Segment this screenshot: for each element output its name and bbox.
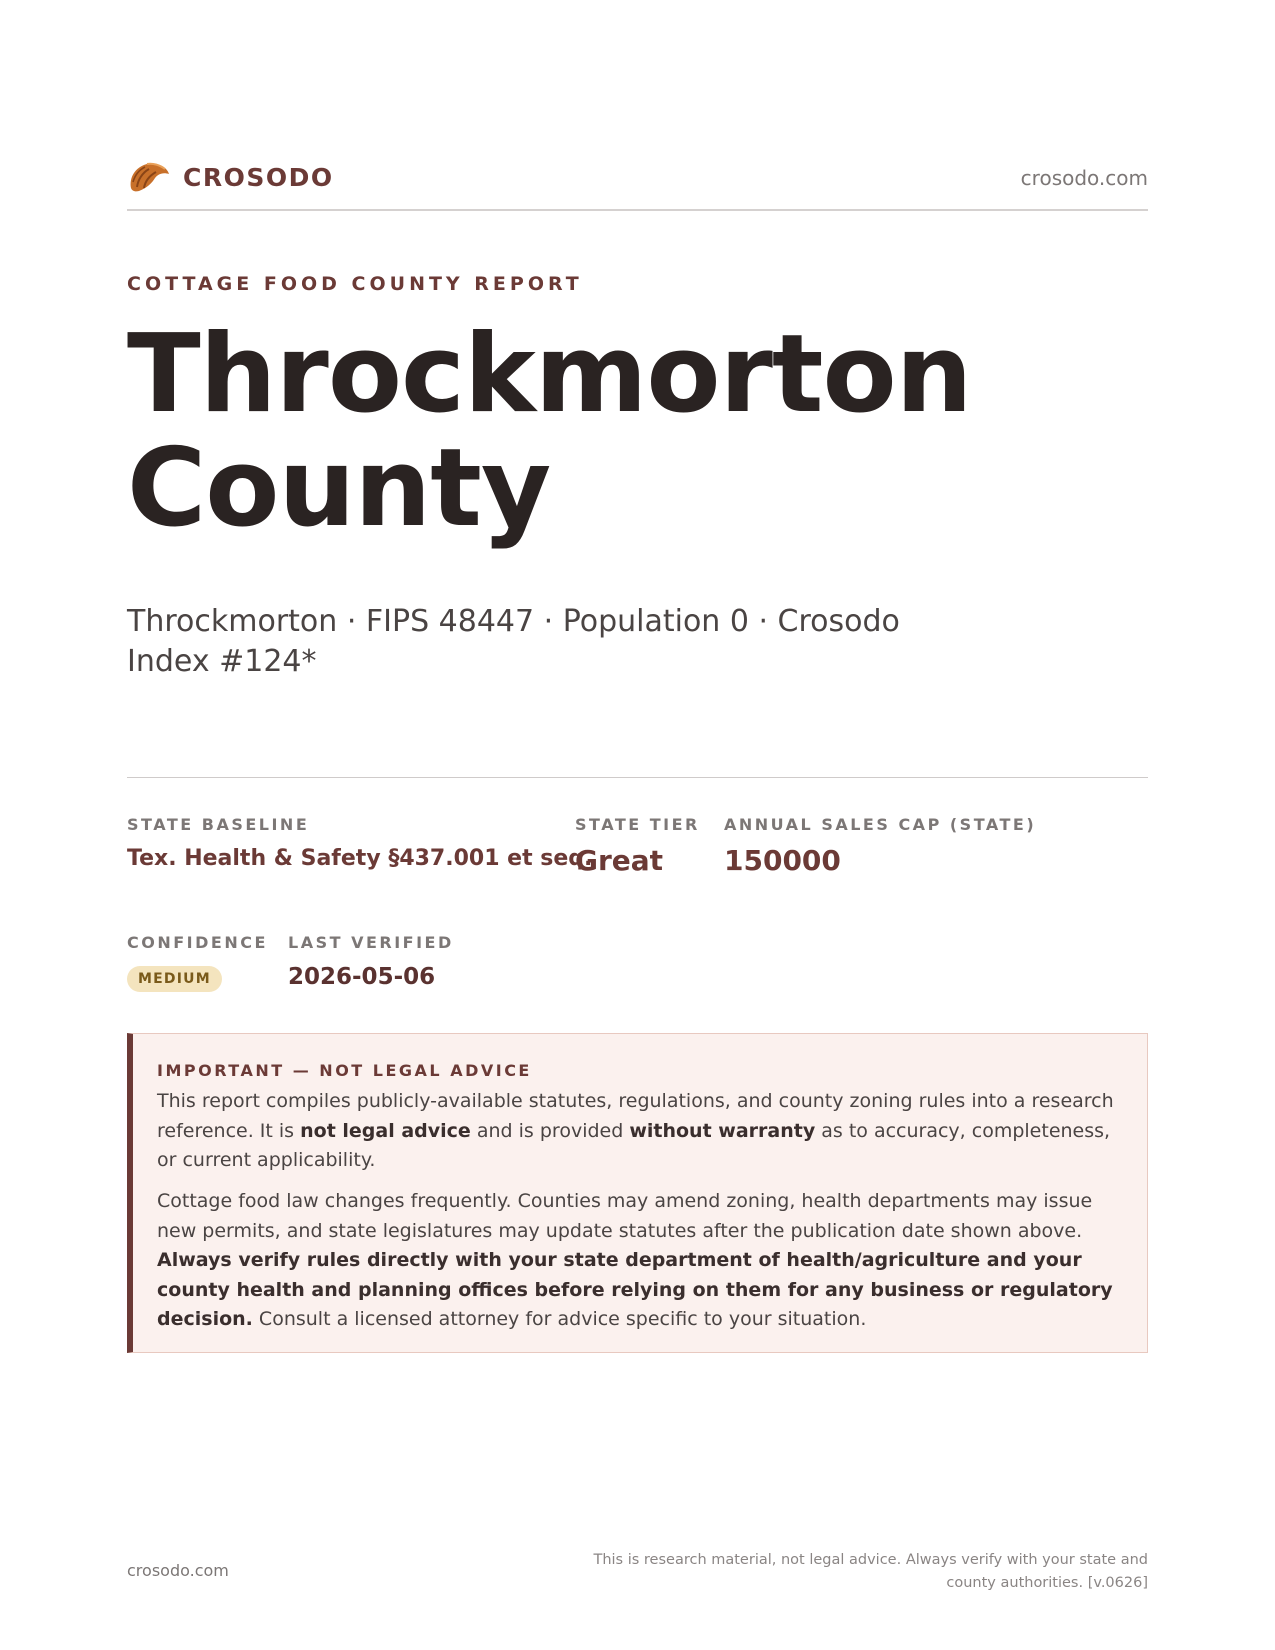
title-line-2: County (127, 426, 551, 551)
stat-value: Great (575, 844, 664, 877)
brand-name: CROSODO (183, 162, 334, 192)
stat-label: LAST VERIFIED (288, 933, 454, 952)
stat-value: 150000 (724, 844, 841, 877)
stat-state-tier (575, 815, 700, 877)
header-divider (127, 209, 1148, 211)
footer-disclaimer: This is research material, not legal advice. Always verify with your state and county authorities. [v.0626] (593, 1552, 1148, 1591)
page-header (127, 158, 1148, 208)
stat-label: ANNUAL SALES CAP (STATE) (724, 815, 1037, 834)
report-page (127, 0, 1148, 1650)
brand[interactable] (127, 158, 334, 196)
page-subtitle: Throckmorton · FIPS 48447 · Population 0 · Crosodo Index #124* (127, 604, 900, 679)
stat-state-baseline (127, 815, 592, 871)
stat-label: STATE TIER (575, 815, 700, 834)
stat-value: Tex. Health & Safety §437.001 et seq. (127, 846, 593, 871)
page-title (127, 312, 972, 551)
notice-title: IMPORTANT — NOT LEGAL ADVICE (157, 1061, 532, 1080)
stat-label: CONFIDENCE (127, 933, 268, 952)
report-kicker: COTTAGE FOOD COUNTY REPORT (127, 273, 583, 295)
legal-notice (127, 1033, 1148, 1353)
notice-paragraph-1: This report compiles publicly-available statutes, regulations, and county zoning rules into a research reference. It is not legal advice and is provided without warranty as to accuracy, completeness, or current applicability. (157, 1090, 1114, 1171)
notice-paragraph-2: Cottage food law changes frequently. Counties may amend zoning, health departments may issue new permits, and state legislatures may update statutes after the publication date shown above. Always verify rules directly with your state department of health/agriculture and your county health and planning offices before relying on them for any business or regulatory decision. Consult a licensed attorney for advice specific to your situation. (157, 1190, 1113, 1330)
croissant-icon (127, 158, 171, 196)
site-link[interactable]: crosodo.com (1020, 166, 1148, 190)
footer-site-link[interactable]: crosodo.com (127, 1561, 229, 1580)
stat-value: 2026-05-06 (288, 964, 436, 990)
title-line-1: Throckmorton (127, 312, 972, 437)
section-divider (127, 777, 1148, 778)
stat-sales-cap (724, 815, 1036, 877)
status-badge: MEDIUM (127, 966, 222, 992)
stat-confidence (127, 933, 268, 992)
stat-last-verified (288, 933, 454, 990)
stat-label: STATE BASELINE (127, 815, 310, 834)
